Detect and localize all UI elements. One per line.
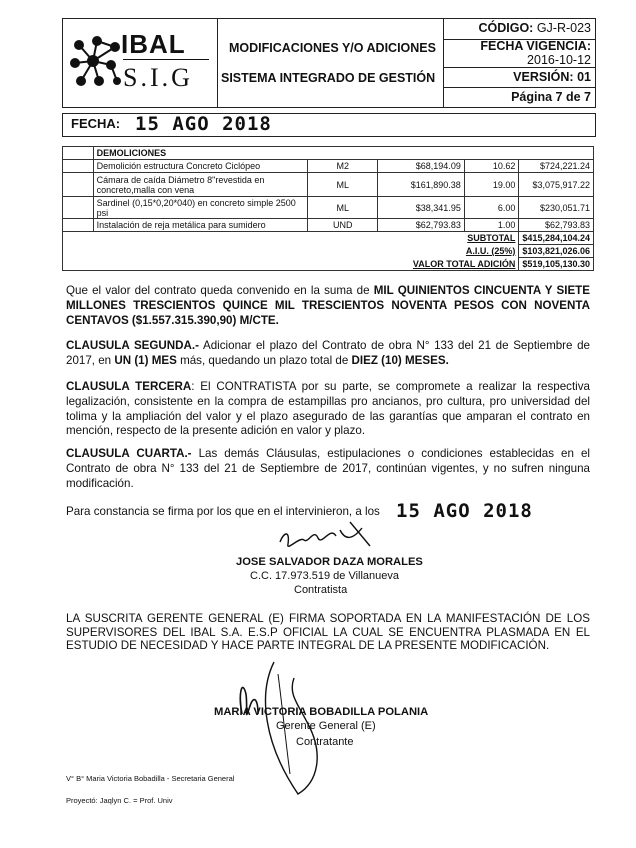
logo-name: IBAL [121, 29, 186, 59]
valor-amount: MIL QUINIENTOS CINCUENTA Y SIETE MILLONES TRESCIENTOS QUINCE MIL TRESCIENTOS NOVENTA PESOS CON NOVENTA CENTAVOS ($1.557.315.390,90) M/CTE. [66, 284, 590, 327]
item-unit: ML [308, 197, 378, 219]
valor-intro: Que el valor del contrato queda convenido en la suma de [66, 284, 374, 297]
item-total: $230,051.71 [519, 197, 594, 219]
contratista-name: JOSE SALVADOR DAZA MORALES [236, 556, 423, 568]
item-total: $3,075,917.22 [519, 173, 594, 197]
valor-paragraph [66, 284, 590, 328]
contratista-role: Contratista [294, 584, 348, 596]
contratante-title: Gerente General (E) [276, 720, 376, 732]
item-unit: ML [308, 173, 378, 197]
item-qty: 6.00 [464, 197, 519, 219]
table-row [63, 160, 594, 173]
clausula-tercera-title: CLAUSULA TERCERA [66, 380, 192, 393]
item-price: $62,793.83 [378, 219, 464, 232]
item-desc: Instalación de reja metálica para sumidero [93, 219, 308, 232]
header-title: MODIFICACIONES Y/O ADICIONES [229, 41, 436, 55]
clausula-segunda [66, 339, 590, 369]
item-desc: Cámara de caída Diámetro 8"revestida en concreto,malla con vena [93, 173, 308, 197]
gerente-statement: LA SUSCRITA GERENTE GENERAL (E) FIRMA SOPORTADA EN LA MANIFESTACIÓN DE LOS SUPERVISORES DEL IBAL S.A. E.S.P OFICIAL LA CUAL SE ENCUENTRA PLASMADA EN EL ESTUDIO DE NECESIDAD Y HACE PARTE INTEGRAL DE LA PRESENTE MODIFICACIÓN. [66, 612, 590, 652]
total-row [63, 258, 594, 271]
version-field [513, 70, 591, 84]
fecha-label: FECHA: [71, 116, 121, 131]
item-desc: Sardinel (0,15*0,20*040) en concreto simple 2500 psi [93, 197, 308, 219]
page-number: Página 7 de 7 [511, 90, 591, 104]
clausula-tercera [66, 380, 590, 439]
version-value: 01 [577, 70, 591, 84]
table-row [63, 173, 594, 197]
total-value: $519,105,130.30 [519, 258, 594, 271]
item-qty: 10.62 [464, 160, 519, 173]
items-table [62, 146, 594, 271]
aiu-label: A.I.U. (25%) [465, 246, 516, 256]
clausula-segunda-text-d: DIEZ (10) MESES. [351, 353, 449, 367]
clausula-segunda-text-c: más, quedando un plazo total de [176, 353, 352, 367]
table-row [63, 197, 594, 219]
contratante-name: MARIA VICTORIA BOBADILLA POLANIA [214, 706, 429, 718]
clausula-segunda-text-b: UN (1) MES [114, 353, 177, 367]
subtotal-row [63, 232, 594, 245]
item-unit: M2 [308, 160, 378, 173]
clausula-cuarta-title: CLAUSULA CUARTA.- [66, 447, 192, 460]
item-unit: UND [308, 219, 378, 232]
logo-subtitle: S.I.G [123, 63, 193, 92]
date-stamp: 15 AGO 2018 [135, 113, 272, 135]
table-row [63, 219, 594, 232]
contratista-id: C.C. 17.973.519 de Villanueva [250, 570, 400, 582]
contratista-signature-icon [270, 516, 380, 556]
fecha-vigencia-value: 2016-10-12 [527, 53, 591, 67]
clausula-segunda-text-a: Adicionar el plazo del Contrato de obra N° 133 del 21 de Septiembre de 2017, en [66, 339, 590, 367]
clausula-tercera-text: : El CONTRATISTA por su parte, se compromete a realizar la respectiva legalización, consistente en la compra de estampillas pro ancianos, pro cultura, pro universidad del tolima y la ampliación del valor y el plazo asegurado de las garantías que amparan el contrato en mención, respecto de la presente adición en valor y plazo. [66, 380, 590, 438]
subtotal-value: $415,284,104.24 [519, 232, 594, 245]
item-total: $62,793.83 [519, 219, 594, 232]
ibal-logo [63, 19, 217, 107]
contratante-role: Contratante [296, 736, 354, 748]
version-label: VERSIÓN: [513, 70, 574, 84]
fecha-vigencia-label: FECHA VIGENCIA: [480, 39, 591, 53]
codigo-field [478, 21, 591, 35]
signing-date-stamp: 15 AGO 2018 [396, 500, 533, 522]
clausula-cuarta [66, 447, 590, 491]
clausula-cuarta-text: Las demás Cláusulas, estipulaciones o condiciones establecidas en el Contrato de obra N° 133 del 21 de Septiembre de 2017, continúan vigentes, y no sufren ninguna modificación. [66, 447, 590, 490]
total-label: VALOR TOTAL ADICIÓN [93, 258, 519, 271]
constancia-text: Para constancia se firma por los que en el intervinieron, a los [66, 505, 380, 518]
document-header [62, 18, 596, 108]
item-qty: 19.00 [464, 173, 519, 197]
codigo-label: CÓDIGO: [478, 21, 534, 35]
item-price: $68,194.09 [378, 160, 464, 173]
item-desc: Demolición estructura Concreto Ciclópeo [93, 160, 308, 173]
clausula-segunda-title: CLAUSULA SEGUNDA.- [66, 339, 200, 352]
fecha-row [62, 113, 596, 137]
item-qty: 1.00 [464, 219, 519, 232]
section-label: DEMOLICIONES [93, 147, 593, 160]
item-total: $724,221.24 [519, 160, 594, 173]
item-price: $38,341.95 [378, 197, 464, 219]
aiu-value: $103,821,026.06 [519, 245, 594, 258]
codigo-value: GJ-R-023 [536, 21, 591, 35]
table-section-row [63, 147, 594, 160]
molecule-logo-icon [67, 33, 127, 93]
item-price: $161,890.38 [378, 173, 464, 197]
vobo-line: V° B° Maria Victoria Bobadilla - Secretaria General [66, 774, 235, 783]
proyecto-line: Proyectó: Jaqlyn C. = Prof. Univ [66, 796, 173, 805]
header-system: SISTEMA INTEGRADO DE GESTIÓN [221, 71, 436, 85]
aiu-row [63, 245, 594, 258]
subtotal-label: SUBTOTAL [467, 233, 516, 244]
